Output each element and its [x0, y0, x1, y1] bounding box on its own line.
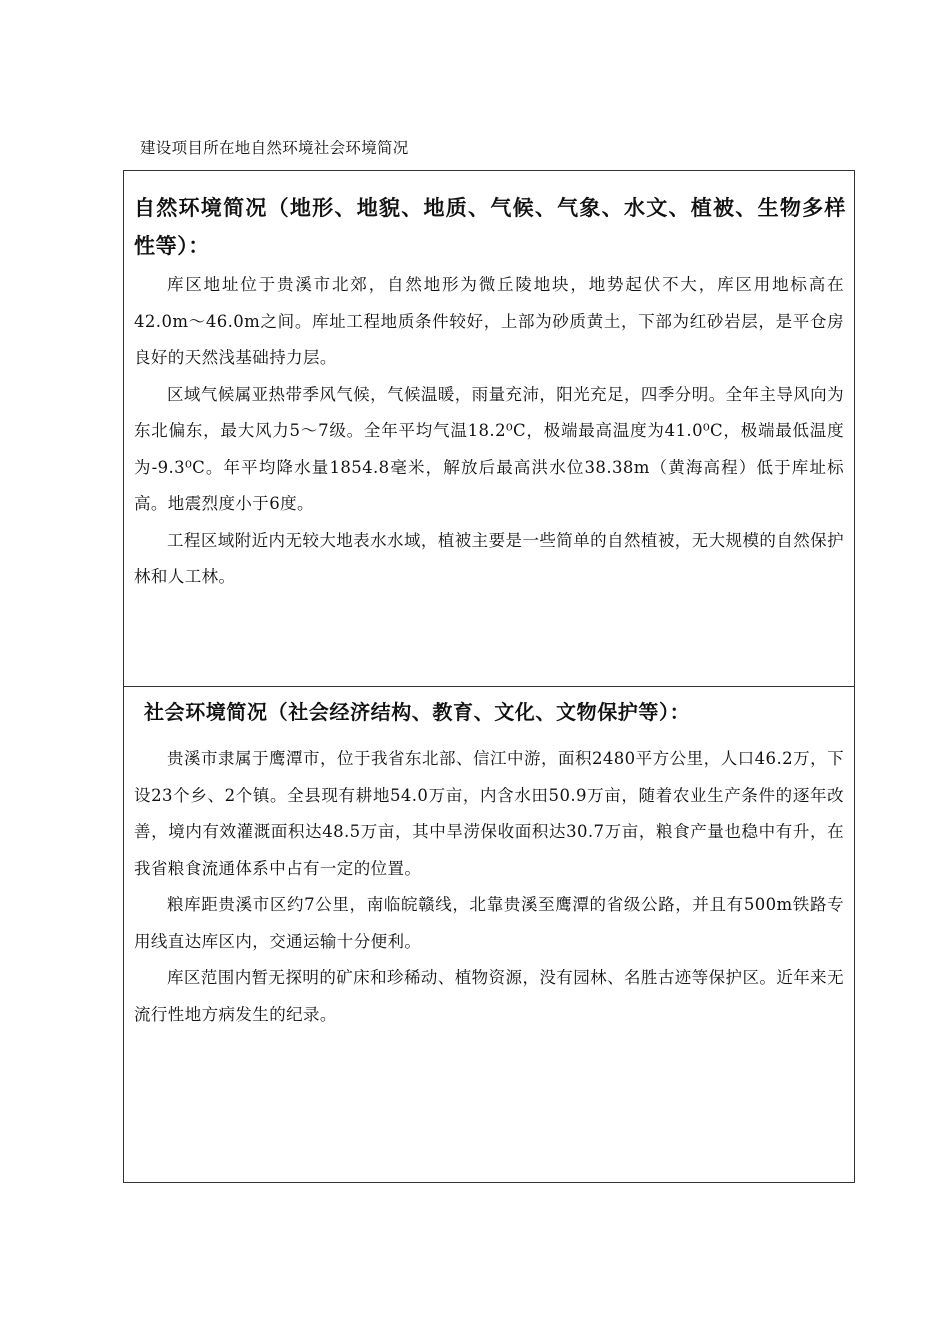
social-environment-heading: 社会环境简况（社会经济结构、教育、文化、文物保护等）：	[144, 700, 691, 724]
social-environment-section	[124, 687, 854, 1182]
social-paragraph-transport: 粮库距贵溪市区约7公里，南临皖赣线，北靠贵溪至鹰潭的省级公路，并且有500m铁路专用线直达库区内，交通运输十分便利。	[134, 895, 844, 951]
natural-environment-body	[134, 267, 844, 596]
natural-paragraph-terrain: 库区地址位于贵溪市北郊，自然地形为微丘陵地块，地势起伏不大，库区用地标高在42.0m～46.0m之间。库址工程地质条件较好，上部为砂质黄土，下部为红砂岩层，是平仓房良好的天然浅基础持力层。	[134, 275, 844, 367]
environment-table	[123, 170, 855, 1183]
natural-paragraph-climate: 区域气候属亚热带季风气候，气候温暖，雨量充沛，阳光充足，四季分明。全年主导风向为东北偏东，最大风力5～7级。全年平均气温18.2⁰C，极端最高温度为41.0⁰C，极端最低温度为-9.3⁰C。年平均降水量1854.8毫米，解放后最高洪水位38.38m（黄海高程）低于库址标高。地震烈度小于6度。	[134, 384, 844, 513]
table-caption: 建设项目所在地自然环境社会环境简况	[140, 139, 409, 157]
natural-paragraph-vegetation: 工程区域附近内无较大地表水水域，植被主要是一些简单的自然植被，无大规模的自然保护林和人工林。	[134, 530, 844, 586]
social-paragraph-economy: 贵溪市隶属于鹰潭市，位于我省东北部、信江中游，面积2480平方公里，人口46.2万，下设23个乡、2个镇。全县现有耕地54.0万亩，内含水田50.9万亩，随着农业生产条件的逐年改善，境内有效灌溉面积达48.5万亩，其中旱涝保收面积达30.7万亩，粮食产量也稳中有升，在我省粮食流通体系中占有一定的位置。	[134, 749, 844, 878]
natural-environment-section	[124, 171, 854, 687]
social-environment-body	[134, 741, 844, 1033]
social-paragraph-protection: 库区范围内暂无探明的矿床和珍稀动、植物资源，没有园林、名胜古迹等保护区。近年来无流行性地方病发生的纪录。	[134, 968, 844, 1024]
natural-environment-heading: 自然环境简况（地形、地貌、地质、气候、气象、水文、植被、生物多样性等）：	[134, 195, 846, 258]
